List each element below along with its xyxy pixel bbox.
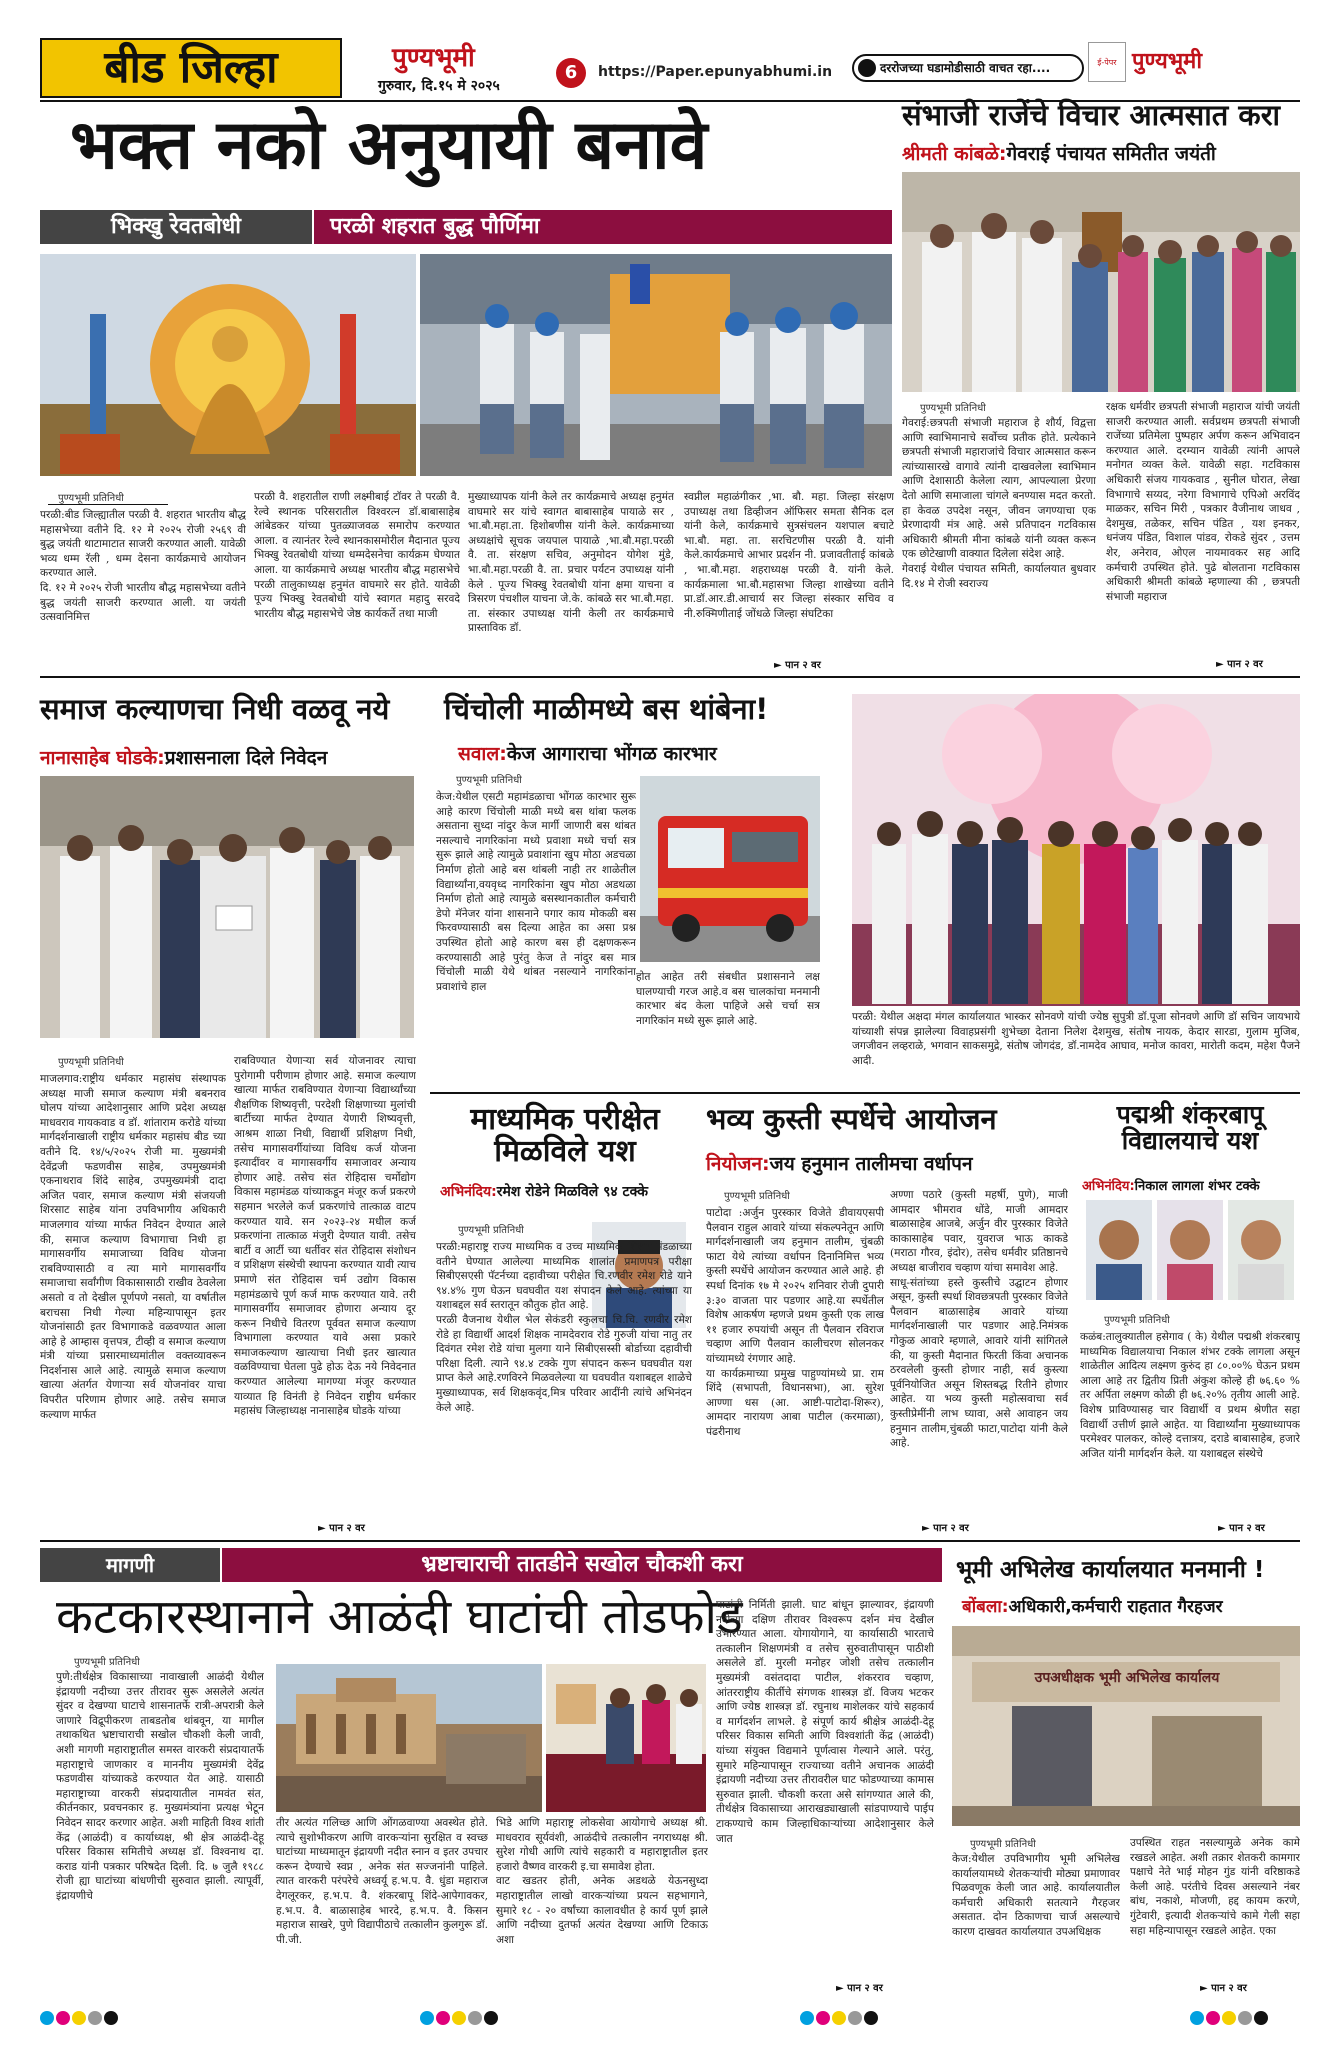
kusti-byline: पुण्यभूमी प्रतिनिधी xyxy=(724,1191,790,1202)
office-sign: उपअधीक्षक भूमी अभिलेख कार्यालय xyxy=(1034,1670,1220,1686)
padmashri-continued[interactable]: ► पान २ वर xyxy=(1218,1523,1265,1534)
lead-event-bar: परळी शहरात बुद्ध पौर्णिमा xyxy=(314,210,892,244)
samaj-col-1: माजलगाव:राष्ट्रीय धर्मकार महासंघ संस्थापक अध्यक्ष माजी समाज कल्याण मंत्री बबनराव घोलप यांच्या आदेशानुसार आणि प्रदेश अध्यक्ष माधवराव गायकवाड व डॉ. शांताराम करोडे यांच्या मार्गदर्शनाखाली राष्ट्रीय धर्मकार महासंघ बीड च्या वतीने दि. १४/५/२०२५ रोजी मा. मुख्यमंत्री देवेंद्रजी फडणवीस साहेब, उपमुख्यमंत्री एकनाथराव शिंदे साहेब, उपमुख्यमंत्री दादा अजित पवार, समाज कल्याण मंत्री संजयजी शिरसाट साहेब यांना उपविभागीय अधिकारी माजलगाव यांच्या मार्फत निवेदन देण्यात आले की, समाज कल्याण विभागाचा निधी हा मागासवर्गीय समाजाच्या विविध योजना राबविण्यासाठी व त्या मागे मागासवर्गीय समाजाचा सर्वांगीण विकासासाठी राखीव ठेवलेला असतो व तो देखील पूर्णपणे नसतो, या वर्षातील बराचसा निधी गेल्या महिन्यापासून इतर योजनांसाठी इतर विभागाकडे वळवण्यात आला आहे हे आम्हास वृत्तपत्र, टीव्ही व समाज कल्याण मंत्री यांच्या प्रसारमाध्यमांतील वक्तव्यावरून निदर्शनास आले आहे. त्यामुळे समाज कल्याण खात्या अंतर्गत येणाऱ्या सर्व योजनांवर याचा विपरीत परिणाम होणार आहे. तसेच समाज कल्याण मार्फत xyxy=(40,1073,226,1421)
bhumi-rest: अधिकारी,कर्मचारी राहतात गैरहजर xyxy=(1008,1597,1223,1617)
cont-text: पान २ वर xyxy=(329,1523,365,1534)
cont-text: पान २ वर xyxy=(847,1983,883,1994)
alandi-tag: मागणी xyxy=(40,1548,220,1582)
padmashri-byline: पुण्यभूमी प्रतिनिधी xyxy=(1104,1315,1170,1326)
play-icon xyxy=(858,59,876,77)
registration-dots-left xyxy=(40,2010,120,2029)
samaj-byline: पुण्यभूमी प्रतिनिधी xyxy=(58,1057,124,1068)
chincholi-headline: चिंचोली माळीमध्ये बस थांबेना! xyxy=(444,692,769,726)
district-title: बीड जिल्हा xyxy=(40,38,342,98)
kusti-col-2: अण्णा पठारे (कुस्ती महर्षी, पुणे), माजी आमदार भीमराव धोंडे, माजी आमदार बाळासाहेब आजबे, अर्जुन वीर पुरस्कार विजेते काकासाहेब पवार, युवराज भाऊ काकडे (मराठा गौरव, इंदोर), तसेच धर्मवीर प्रतिष्ठानचे अध्यक्ष बाजीराव चव्हाण यांचा समावेश आहे. साधू-संतांच्या हस्ते कुस्तीचे उद्घाटन होणार असून, कुस्ती स्पर्धा शिवछत्रपती पुरस्कार विजेते पैलवान बाळासाहेब आवारे यांच्या मार्गदर्शनाखाली पार पडणार आहे.निमंत्रक गोकुळ आवारे म्हणाले, आवारे यांनी सांगितले की, या कुस्ती मैदानात फिरती किंवा अचानक ठरवलेली कुस्ती होणार नाही, सर्व कुस्त्या पूर्वनियोजित असून शिस्तबद्ध रितीने होणार आहेत. या भव्य कुस्ती महोत्सवाचा सर्व कुस्तीप्रेमींनी लाभ घ्यावा, असे आवाहन जय हनुमान तालीम,चुंबळी फाटा,पाटोदा यांनी केले आहे. xyxy=(890,1189,1068,1450)
kusti-headline: भव्य कुस्ती स्पर्धेचे आयोजन xyxy=(706,1102,997,1136)
lead-col-3: मुख्याध्यापक यांनी केले तर कार्यक्रमाचे अध्यक्ष हनुमंत वाघमारे सर यांचे स्वागत बाबासाहेब पायाळे सर , भा.बौ.महा.ता. हिशोबणीस यांनी केले. कार्यक्रमाच्या अध्यक्षांचे सूचक जयपाल पायाळे ,भा.बौ.महा.परळी वै. ता. संरक्षण सचिव, अनुमोदन योगेश मुंडे, भा.बौ.महा.परळी वै. ता. प्रचार पर्यटन उपाध्यक्ष यांनी केले . पूज्य भिक्खु रेवतबोधी यांना क्षमा याचना व त्रिसरण पंचशील याचना जे.के. कांबळे सर भा.बौ.महा. ता. संस्कार उपाध्यक्ष यांनी केली तर कार्यक्रमाचे प्रास्ताविक डॉ. xyxy=(468,491,674,635)
toppers-photos xyxy=(1084,1200,1296,1300)
sambhaji-col-2: रक्षक धर्मवीर छत्रपती संभाजी महाराज यांची जयंती साजरी करण्यात आली. सर्वप्रथम छत्रपती संभाजी राजेंच्या प्रतिमेला पुष्पहार अर्पण करून अभिवादन करण्यात आले. दरम्यान यावेळी त्यांनी आपले मनोगत व्यक्त केले. यावेळी सहा. गटविकास अधिकारी संजय गायकवाड , सुनील घोरात, लेखा विभागाचे सय्यद, नरेगा विभागाचे एपिओ अरविंद माळकर, सचिन मिरी , पत्रकार वैजीनाथ जाधव , देशमुख, तळेकर, सचिन पंडित , यश इनकर, धनंजय पंडित, विशाल पांडव, रोकडे सुंदर , उत्तम शेर, अनेराव, ओएल नायमावकर सह आदि कर्मचारी उपस्थित होते. पुढे बोलताना गटविकास अधिकारी श्रीमती कांबळे म्हणाल्या की , छत्रपती संभाजी महाराज xyxy=(1106,401,1300,603)
kusti-rest: जय हनुमान तालीमचा वर्धापन xyxy=(769,1153,973,1175)
kusti-subhead xyxy=(706,1150,973,1176)
cont-text: पान २ वर xyxy=(933,1523,969,1534)
bhumi-subhead xyxy=(962,1594,1223,1617)
registration-dots-mid-2 xyxy=(800,2010,880,2029)
bus-photo xyxy=(640,776,820,962)
row-rule-3 xyxy=(40,1540,1300,1542)
lead-col-1: परळी:बीड जिल्ह्यातील परळी वै. शहरात भारतीय बौद्ध महासभेच्या वतीने दि. १२ मे २०२५ रोजी २५६९ वी बुद्ध जयंती थाटामाटात साजरी करण्यात आली. यावेळी भव्य धम्म रॅली , धम्म देसना कार्यक्रमाचे आयोजन करण्यात आले. दि. १२ मे २०२५ रोजी भारतीय बौद्ध महासभेच्या वतीने बुद्ध जयंती साजरी करण्यात आली. या जयंती उत्सवानिमित्त xyxy=(40,509,246,624)
cont-text: पान २ वर xyxy=(1227,659,1263,670)
samaj-photo xyxy=(40,776,414,1038)
samaj-subhead xyxy=(40,744,327,770)
bhumi-col-2: उपस्थित राहत नसल्यामुळे अनेक कामे रखडले आहेत. अशी तक्रार शेतकरी कामगार पक्षाचे नेते भाई मोहन गुंड यांनी वरिष्ठाकडे केली आहे. परंतीचे दिवस असल्याने नंबर बांध, नकाशे, मोजणी, हद्द कायम करणे, गुंटेवारी, इत्यादी शेतकऱ्यांचे कामे गेली सहा सहा महिन्यापासून रखडले आहेत. एका xyxy=(1130,1837,1300,1937)
samaj-col-2: राबविण्यात येणाऱ्या सर्व योजनावर त्याचा पुरोगामी परीणाम होणार आहे. समाज कल्याण खात्या मार्फत राबविण्यात येणाऱ्या विद्यार्थ्यांच्या शैक्षणिक शिष्यवृत्ती, परदेशी शिक्षणाच्या मुलांची बार्टीच्या मार्फत देण्यात येणारी शिष्यवृत्ती, आश्रम शाळा निधी, विद्यार्थी प्रशिक्षण निधी, तसेच मागासवर्गीयांच्या विविध कर्ज योजना इत्यादींवर व मागासवर्गीय समाजावर अन्याय होणार आहे. तसेच संत रोहिदास चर्मोद्योग विकास महामंडळ यांच्याकडून मंजूर कर्ज प्रकरणे सहमान भरलेले कर्ज प्रकरणांचे तात्काळ वाटप करण्यात यावे. सन २०२३-२४ मधील कर्ज प्रकरणांना तात्काळ मंजुरी देण्यात यावी. तसेच बार्टी व आर्टी च्या धर्तीवर संत रोहिदास संशोधन व प्रशिक्षण संस्थेची स्थापना करण्यात यावी त्याच प्रमाणे संत रोहिदास चर्म उद्योग विकास महामंडळाचे पूर्ण कर्ज माफ करण्यात यावे. तरी मागासवर्गीय समाजावर होणारा अन्याय दूर करून निधीचे वितरण पूर्ववत समाज कल्याण विभागाला करण्यात यावे असा प्रकारे समाजकल्याण खात्याचा निधी इतर खात्यात वळविण्याचा घेतला पुढे होऊ देऊ नये निवेदनात करण्यात आलेल्या मागण्या मंजूर करण्यात याव्यात हि विनंती हे निवेदन राष्ट्रीय धर्मकार महासंघ जिल्हाध्यक्ष नानासाहेब घोडके यांच्या xyxy=(234,1055,416,1418)
lead-continued[interactable]: ► पान २ वर xyxy=(774,660,821,671)
kusti-who: नियोजन: xyxy=(706,1153,770,1175)
sambhaji-byline: पुण्यभूमी प्रतिनिधी xyxy=(920,403,986,414)
page-number: 6 xyxy=(556,58,586,88)
bhumi-who: बोंबला: xyxy=(962,1597,1009,1617)
office-photo xyxy=(952,1626,1300,1826)
lead-speaker-bar: भिक्खु रेवतबोधी xyxy=(40,210,312,244)
bhumi-col-1: केज:येथील उपविभागीय भूमी अभिलेख कार्यालयामध्ये शेतकऱ्यांची मोठ्या प्रमाणावर पिळवणूक केली जात आहे. कार्यालयातील कर्मचारी अधिकारी सतत्याने गैरहजर असतात. दोन ठिकाणचा चार्ज असल्याचे कारण दाखवत कार्यालयात उपअधिक्षक xyxy=(952,1853,1120,1938)
chincholi-body: केज:येथील एसटी महामंडळाचा भोंगळ कारभार सुरू आहे कारण चिंचोली माळी मध्ये बस थांबा फलक असताना सुध्दा नांदुर केज मार्गी जाणारी बस थांबत नसल्याचे नागरिकांना मध्ये प्रवाशा मध्ये चर्चा सत्र सुरू झाले आहे त्यामुळे प्रवाशांना खुप मोठा अडचळा निर्माण होतो आहे बस थांबली नाही तर शाळेतील विद्यार्थ्यांना,वयवृध्द नागरिकांना खुप मोठा अडथळा निर्माण होतो आहे त्यामुळे बसस्थानकातील कर्मचारी डेपो मॅनेजर यांना शासनाने पगार काय मोकळी बस फिरवण्यासाठी बस दिल्या आहेत का असा प्रश्न उपस्थित होतो आहे कारण बस ही दक्षणकरून करण्यासाठी आहे पुरंतु केज ते नांदुर बस मात्र चिंचोली माळी येथे थांबत नसल्याने नागरिकांना प्रवाशांचे हाल xyxy=(436,791,636,993)
sambhaji-col-1: गेवराई:छत्रपती संभाजी महाराज हे शौर्य, विद्वत्ता आणि स्वाभिमानाचे सर्वोच्च प्रतीक होते. प्रत्येकाने छत्रपती संभाजी महाराजांचे विचार आत्मसात करून त्यांच्यासारखे वागावे त्यांनी दाखवलेला स्वाभिमान आणि देशासाठी केलेला त्याग, आपल्याला प्रेरणा देतो आणि समाजाला चांगले बनण्यास मदत करतो. हा केवळ उपदेश नसून, जीवन जगण्याचा एक प्रेरणादायी मंत्र आहे. असे प्रतिपादन गटविकास अधिकारी श्रीमती मीना कांबळे यांनी व्यक्त करून एक छोटेखाणी वाक्यात दिलेला संदेश आहे. गेवराई येथील पंचायत समिती, कार्यालयात बुधवार दि.१४ मे रोजी स्वराज्य xyxy=(902,417,1096,590)
samaj-rest: प्रशासनाला दिले निवेदन xyxy=(164,747,328,769)
padmashri-body: कळंब:तालुक्यातील हसेगाव ( के) येथील पद्मश्री शंकरबापू माध्यमिक विद्यालयाचा निकाल शंभर टक्के लागला असून शाळेतील आदित्य लक्ष्मण कुरुंद हा ८०.००% घेऊन प्रथम आला आहे तर द्वितीय प्रिती अंकुश कोल्हे ही ७६.६० % तर अर्पिता लक्ष्मण कोळी ही ७६.२०% तृतीय आली आहे. विशेष प्राविण्यासह चार विद्यार्थी व प्रथम श्रेणीत सहा विद्यार्थी उत्तीर्ण झाले आहेत. या विद्यार्थ्यांना मुख्याध्यापक परमेश्वर पालकर, कोल्हे दत्तात्रय, दराडे बाबासाहेब, हजारे अजित यांनी मार्गदर्शन केले. या यशाबद्दल संस्थेचे xyxy=(1080,1331,1300,1460)
padmashri-headline: पद्मश्री शंकरबापू विद्यालयाचे यश xyxy=(1116,1100,1264,1156)
sambhaji-headline: संभाजी राजेंचे विचार आत्मसात करा xyxy=(902,98,1281,132)
alandi-col-4: घाटांची निर्मिती झाली. घाट बांधून झाल्यावर, इंद्रायणी नदीच्या दक्षिण तीरावर विश्वरूप दर्शन मंच देखील उभारण्यात आला. योगायोगाने, या कार्यासाठी भारताचे तत्कालीन शिक्षणमंत्री व तसेच सुरुवातीपासून पाठीशी असलेले डॉ. मुरली मनोहर जोशी तसेच तत्कालीन मुख्यमंत्री वसंतदादा पाटील, शंकरराव चव्हाण, आंतरराष्ट्रीय कीर्तीचे संगणक शास्त्रज्ञ डॉ. विजय भटकर आणि ज्येष्ठ शास्त्रज्ञ डॉ. रघुनाथ माशेलकर यांचे सहकार्य व मार्गदर्शन लाभले. हे संपूर्ण कार्य श्रीक्षेत्र आळंदी-देहू परिसर विकास समिती आणि विश्वशांती केंद्र (आळंदी) यांच्या संयुक्त विद्यमाने पूर्णत्वास गेल्याने आले. परंतु, सुमारे महिन्यापासून राज्याच्या वतीने अचानक आळंदी इंद्रायणी नदीच्या उत्तर तीरावरील घाट फोडण्याच्या कामास सुरुवात झाली. चौकशी करता असे सांगण्यात आले की, तीर्थक्षेत्र विकासाच्या आराखड्याखाली सांडपाण्याचे पाईप टाकण्याचे काम जिल्हाधिकाऱ्यांच्या आदेशानुसार केले जात xyxy=(716,1599,934,1845)
sambhaji-photo xyxy=(902,172,1300,392)
alandi-continued[interactable]: ► पान २ वर xyxy=(836,1983,883,1994)
row-rule-1 xyxy=(40,676,1300,678)
chincholi-byline: पुण्यभूमी प्रतिनिधी xyxy=(456,775,522,786)
alandi-col-2: तीर अत्यंत गलिच्छ आणि ओंगळवाण्या अवस्थेत होते. त्याचे सुशोभीकरण आणि वारकऱ्यांना सुरक्षित व स्वच्छ घाटांच्या माध्यमातून इंद्रायणी नदीत स्नान व इतर उपचार करून देण्याचे स्वप्न , अनेक संत सज्जनांनी पाहिले. त्यात वारकरी परंपरेचे अध्वर्यू ह.भ.प. वै. धुंडा महाराज देगलूरकर, ह.भ.प. वै. शंकरबापू शिंदे-आपेगावकर, ह.भ.प. वै. बाळासाहेब भारदे, ह.भ.प. वै. किसन महाराज साखरे, पुणे विद्यापीठाचे तत्कालीन कुलगुरू डॉ. पी.जी. xyxy=(276,1817,488,1946)
chincholi-subhead xyxy=(458,740,717,766)
samaj-who: नानासाहेब घोडके: xyxy=(40,747,165,769)
lead-col-4: स्वप्नील महाळंगीकर ,भा. बौ. महा. जिल्हा संरक्षण उपाध्यक्ष तथा डिव्हीजन ऑफिसर समता सैनिक दल यांनी केले, कार्यक्रमाचे सुत्रसंचलन यशपाल बचाटे भा.बौ. महा. ता. सरचिटणीस परळी वै. यांनी केले.कार्यक्रमाचे आभार प्रदर्शन नी. प्रजावतीताई कांबळे , भा.बौ.महा. शहराध्यक्ष परळी वै. यांनी केले. कार्यक्रमाला भा.बौ.महासभा जिल्हा शाखेच्या वतीने प्रा.डॉ.आर.डी.आचार्य सर जिल्हा संस्कार सचिव व नी.रुक्मिणीताई जोंधळे जिल्हा संघटिका xyxy=(684,491,894,620)
alandi-strip: भ्रष्टाचाराची तातडीने सखोल चौकशी करा xyxy=(222,1548,942,1582)
padmashri-who: अभिनंदिय: xyxy=(1082,1179,1135,1194)
madhyamik-subhead xyxy=(440,1182,648,1201)
rally-photo xyxy=(420,254,892,476)
lead-col-2: परळी वै. शहरातील राणी लक्ष्मीबाई टॉवर ते परळी वै. रेल्वे स्थानक परिसरातील विश्वरत्न डॉ.बाबासाहेब आंबेडकर यांच्या पुतळ्याजवळ समारोप करण्यात आला. व त्यानंतर रेल्वे स्थानकासमोरील मैदानात पूज्य भिक्खु रेवतबोधी यांच्या धम्मदेसनेचा कार्यक्रम घेण्यात आला. या कार्यक्रमाचे अध्यक्ष भारतीय बौद्ध महासभेचे परळी तालुकाध्यक्ष हनुमंत वाघमारे सर होते. यावेळी पूज्य भिक्खु रेवतबोधी यांचे स्वागत महादु सरवदे भारतीय बौद्ध महासभेचे जेष्ठ कार्यकर्ते तथा माजी xyxy=(254,491,460,620)
kusti-continued[interactable]: ► पान २ वर xyxy=(922,1523,969,1534)
chincholi-rest: केज आगाराचा भोंगळ कारभार xyxy=(506,743,717,765)
madhyamik-who: अभिनंदिय: xyxy=(440,1184,497,1200)
alandi-col-3: भिडे आणि महाराष्ट्र लोकसेवा आयोगाचे अध्यक्ष श्री. माधवराव सूर्यवंशी, आळंदीचे तत्कालीन नगराध्यक्ष श्री. सुरेश गोधी आणि त्यांचे सहकारी व महाराष्ट्रातील इतर हजारो वैष्णव वारकरी इ.चा समावेश होता. वाट खडतर होती, अनेक अडथळे येऊनसुध्दा महाराष्ट्रातील लाखो वारकऱ्यांच्या प्रयत्न सहभागाने, सुमारे १८ - २० वर्षांच्या कालावधीत हे कार्य पूर्ण झाले आणि नदीच्या दुतर्फा अत्यंत देखण्या आणि टिकाऊ अशा xyxy=(496,1817,708,1946)
madhyamik-headline: माध्यमिक परीक्षेत मिळविले यश xyxy=(470,1102,660,1169)
row-rule-2 xyxy=(430,1092,1300,1094)
buddha-photo xyxy=(40,254,416,476)
paper-logo: पुण्यभूमी xyxy=(392,43,475,73)
issue-date: गुरुवार, दि.१५ मे २०२५ xyxy=(378,78,500,94)
wedding-caption: परळी: येथील अक्षदा मंगल कार्यालयात भास्कर सोनवणे यांची ज्येष्ठ सुपुत्री डॉ.पूजा सोनवणे आणि डॉ सचिन जायभाये यांच्याशी संपन्न झालेल्या विवाहप्रसंगी शुभेच्छा देताना निलेश देशमुख, संतोष नायक, केदार सारडा, गुलाम मुजिब, जगजीवन लव्हराळे, भगवान साकसमुद्रे, संतोष जोगदंड, डॉ.नामदेव आघाव, मनोज कावरा, मारोती कदम, महेश पैजने आदी. xyxy=(852,1011,1300,1067)
right-logo: पुण्यभूमी xyxy=(1132,40,1232,84)
kusti-col-1: पाटोदा :अर्जुन पुरस्कार विजेते डीवायएसपी पैलवान राहुल आवारे यांच्या संकल्पनेतून आणि मार्गदर्शनाखाली जय हनुमान तालीम, चुंबळी फाटा येथे त्यांच्या वर्धापन दिनानिमित्त भव्य कुस्ती स्पर्धेचे आयोजन करण्यात आले आहे. ही स्पर्धा दिनांक १७ मे २०२५ शनिवार रोजी दुपारी ३:३० वाजता पार पडणार आहे.या स्पर्धेतील विशेष आकर्षण म्हणजे प्रथम कुस्ती एक लाख ११ हजार रुपयांची असून ती पैलवान रविराज चव्हाण आणि पैलवान कालीचरण सोलनकर यांच्यामध्ये रंगणार आहे. या कार्यक्रमाच्या प्रमुख पाहुण्यांमध्ये प्रा. राम शिंदे (सभापती, विधानसभा), आ. सुरेश आण्णा धस (आ. आष्टी-पाटोदा-शिरूर), आमदार नारायण आबा पाटील (करमाळा), पंढरीनाथ xyxy=(706,1207,884,1438)
sambhaji-continued[interactable]: ► पान २ वर xyxy=(1216,659,1263,670)
sambhaji-who: श्रीमती कांबळे: xyxy=(902,143,1007,165)
ticker xyxy=(852,54,1084,82)
registration-dots-right xyxy=(1190,2010,1270,2029)
bhumi-continued[interactable]: ► पान २ वर xyxy=(1200,1983,1247,1994)
epaper-badge: ई-पेपर xyxy=(1088,42,1126,82)
padmashri-rest: निकाल लागला शंभर टक्के xyxy=(1134,1179,1260,1194)
sambhaji-subhead xyxy=(902,140,1216,166)
alandi-byline: पुण्यभूमी प्रतिनिधी xyxy=(74,1657,140,1668)
ghat-photo xyxy=(276,1664,542,1812)
cont-text: पान २ वर xyxy=(1229,1523,1265,1534)
epaper-link[interactable]: https://Paper.epunyabhumi.in xyxy=(598,64,833,80)
madhyamik-body: परळी:महाराष्ट्र राज्य माध्यमिक व उच्च माध्यमिक शिक्षण मंडळाच्या वतीने घेण्यात आलेल्या माध्यमिक शालांत प्रमाणपत्र परीक्षा सिबीएसएसी पॅटर्नच्या दहावीच्या परीक्षेत चि.रणवीर रमेश रोडे याने ९४.४% गुण घेऊन घवघवीत यश संपादन केले आहे. त्यांच्या या यशाबद्दल सर्व स्तरातून कौतुक होत आहे. परळी वैजनाथ येथील भेल सेकंडरी स्कुलचा चि.चि. रणवीर रमेश रोडे हा विद्यार्थी आदर्श शिक्षक नामदेवराव रोडे गुरुजी यांचा नातु तर दिवंगत रमेश रोडे यांचा मुलगा याने सिबीएसस्सी बोर्डाच्या दहावीची परिक्षा दिली. त्याने ९४.४ टक्के गुण संपादन करून घवघवीत यश प्राप्त केले आहे.रणविरने मिळवलेल्या या घवघवीत यशाबद्दल शाळेचे मुख्याध्यापक, सर्व शिक्षकवृंद,मित्र परिवार आदींनी त्यांचे अभिनंदन केले आहे. xyxy=(436,1241,692,1414)
padmashri-subhead xyxy=(1082,1176,1260,1194)
registration-dots-mid-1 xyxy=(420,2010,500,2029)
chincholi-who: सवाल: xyxy=(458,743,507,765)
bhumi-headline: भूमी अभिलेख कार्यालयात मनमानी ! xyxy=(956,1557,1265,1583)
lead-byline: पुण्यभूमी प्रतिनिधी xyxy=(58,493,124,504)
byline-rule xyxy=(48,504,168,505)
press-conference-photo xyxy=(546,1664,706,1812)
samaj-headline: समाज कल्याणचा निधी वळवू नये xyxy=(40,692,390,726)
alandi-headline: कटकारस्थानाने आळंदी घाटांची तोडफोड xyxy=(56,1589,743,1645)
lead-headline: भक्त नको अनुयायी बनावे xyxy=(70,106,708,185)
sambhaji-rest: गेवराई पंचायत समितीत जयंती xyxy=(1006,143,1216,165)
madhyamik-rest: रमेश रोडेने मिळविले ९४ टक्के xyxy=(496,1184,648,1200)
cont-text: पान २ वर xyxy=(785,660,821,671)
madhyamik-byline: पुण्यभूमी प्रतिनिधी xyxy=(458,1225,524,1236)
alandi-col-1: पुणे:तीर्थक्षेत्र विकासाच्या नावाखाली आळंदी येथील इंद्रायणी नदीच्या उत्तर तीरावर सुरू असलेले अत्यंत सुंदर व देखण्या घाटाचे शासनातर्फे रात्री-अपरात्री केले जाणारे विद्रूपीकरण ताबडतोब थांबवून, या मागील तथाकथित भ्रष्टाचाराची सखोल चौकशी केली जावी, अशी मागणी महाराष्ट्रातील समस्त वारकरी संप्रदायातर्फे महाराष्ट्राचे जाणकार व माननीय मुख्यमंत्री देवेंद्र फडणवीस यांच्याकडे करण्यात येत आहे. यासाठी महाराष्ट्राच्या वारकरी संप्रदायातील नामवंत संत, कीर्तनकार, प्रवचनकार ह. मुख्यमंत्र्यांना प्रत्यक्ष भेटून निवेदन सादर करणार आहेत. अशी माहिती विश्व शांती केंद्र (आळंदी) व कार्याध्यक्ष, श्री क्षेत्र आळंदी-देहू परिसर विकास समितीचे अध्यक्ष डॉ. विश्वनाथ दा. कराड यांनी पत्रकार परिषदेत दिली. दि. ७ जुलै १९८८ रोजी ह्या घाटांच्या बांधणीची सुरुवात झाली. त्यापूर्वी, इंद्रायणीचे xyxy=(56,1671,264,1902)
samaj-continued[interactable]: ► पान २ वर xyxy=(318,1523,365,1534)
wedding-photo xyxy=(852,694,1300,1006)
cont-text: पान २ वर xyxy=(1211,1983,1247,1994)
bhumi-byline: पुण्यभूमी प्रतिनिधी xyxy=(970,1839,1036,1850)
chincholi-body-2: होत आहेत तरी संबधीत प्रशासनाने लक्ष घालण्याची गरज आहे.व बस चालकांचा मनमानी कारभार बंद केला पाहिजे असे चर्चा सत्र नागरिकांन मध्ये सुरू झाले आहे. xyxy=(636,971,820,1027)
ticker-text: दररोजच्या घडामोडीसाठी वाचत रहा.... xyxy=(880,61,1051,75)
